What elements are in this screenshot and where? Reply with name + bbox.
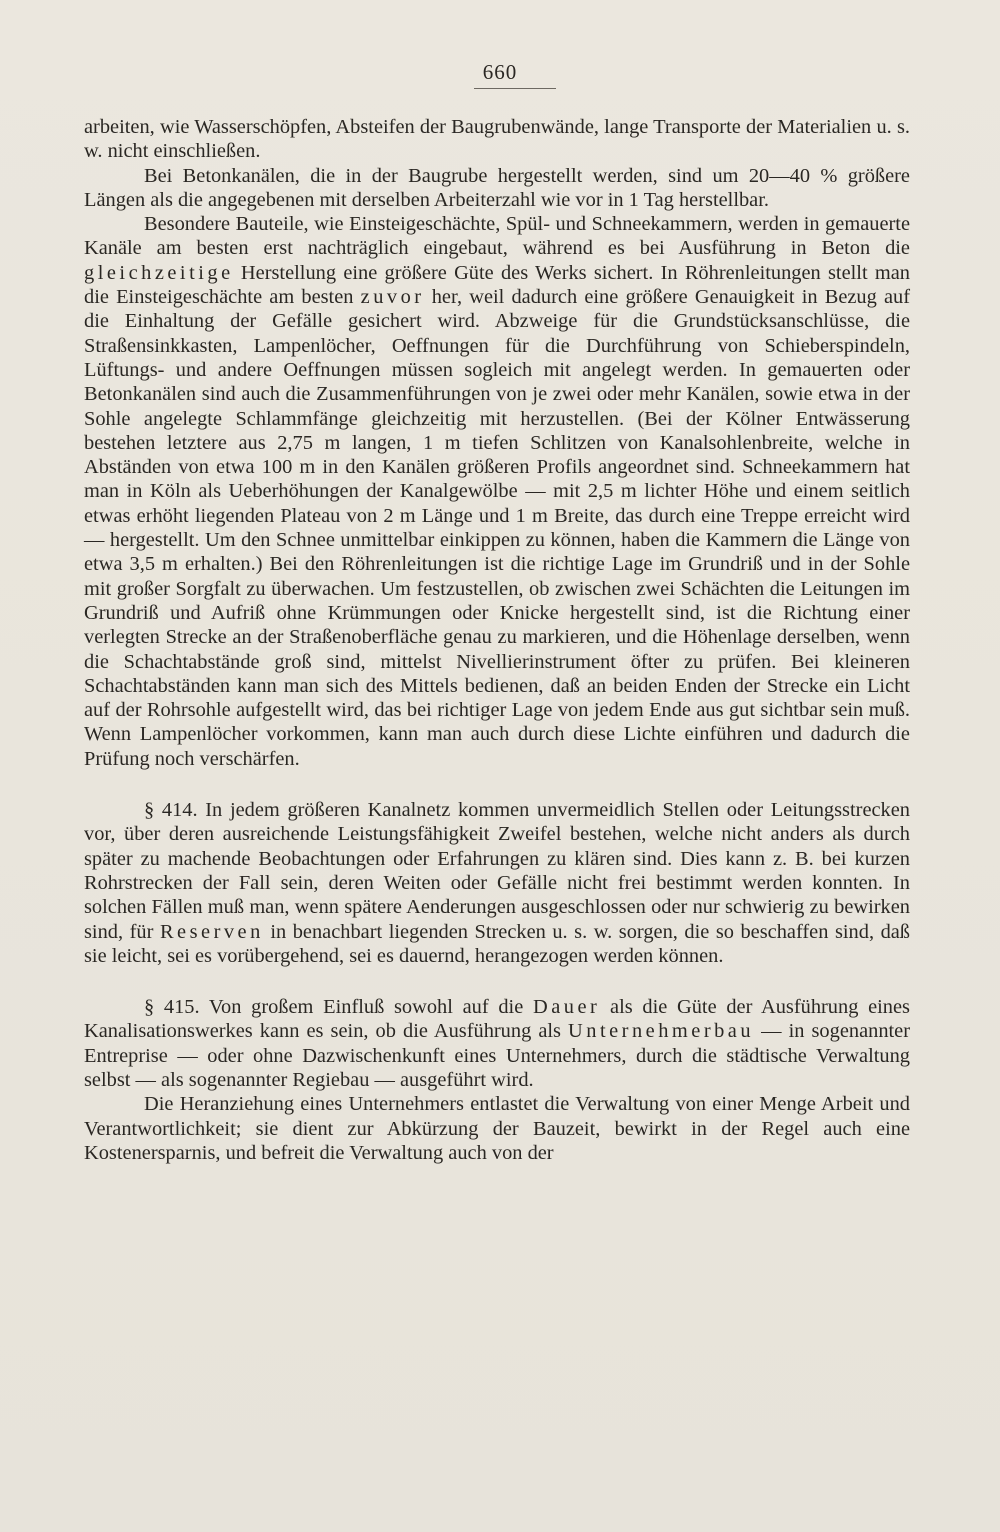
text-run: — in sogenannter Entreprise — oder ohne Dazwischenkunft eines Unternehmers, durch die städtische Verwaltung selbst — als sogenannter Regiebau — ausgeführt wird.: [84, 1020, 911, 1091]
emphasis-run: Reserven: [159, 920, 264, 943]
text-run: Die Heranziehung eines Unternehmers entlastet die Verwaltung von einer Menge Arbeit und Verantwortlichkeit; sie dient zur Abkürzung der Bauzeit, bewirkt in der Regel auch eine Kostenersparnis, und befreit die Verwaltung auch von der: [84, 1093, 910, 1164]
text-run: Besondere Bauteile, wie Einsteigeschächte, Spül- und Schneekammern, werden in gemauerte Kanäle am besten erst nachträglich eingebaut, während es bei Ausführung in Beton die: [84, 213, 910, 260]
section-gap: [84, 771, 910, 798]
text-run: Herstellung eine größere Güte des Werks sichert. In Röhrenleitungen stellt man die Einsteigeschächte am besten: [84, 261, 910, 309]
text-run: als die Güte der Ausführung eines Kanalisationswerkes kann es sein, ob die Ausführung als: [84, 996, 910, 1043]
text-run: arbeiten, wie Wasserschöpfen, Absteifen der Baugrubenwände, lange Transporte der Materialien u. s. w. nicht einschließen.: [84, 116, 910, 163]
page-number-rule: [474, 88, 556, 89]
emphasis-run: Dauer: [533, 996, 601, 1019]
body-text: [84, 115, 910, 1165]
text-run: her, weil dadurch eine größere Genauigkeit in Bezug auf die Einhaltung der Gefälle gesichert wird. Abzweige für die Grundstücksanschlüsse, die Straßensinkkasten, Lampenlöcher, Oeffnungen für die Durchführung von Schieberspindeln, Lüftungs- und andere Oeffnungen müssen sogleich mit angelegt werden. In gemauerten oder Betonkanälen sind auch die Zusammenführungen von je zwei oder mehr Kanälen, sowie etwa in der Sohle angelegte Schlammfänge gleichzeitig mit herzustellen. (Bei der Kölner Entwässerung bestehen letztere aus 2,75 m langen, 1 m tiefen Schlitzen von Kanalsohlenbreite, welche in Abständen von etwa 100 m in den Kanälen größeren Profils angeordnet sind. Schneekammern hat man in Köln als Ueberhöhungen der Kanalgewölbe — mit 2,5 m lichter Höhe und einem seitlich etwas erhöht liegenden Plateau von 2 m Länge und 1 m Breite, das durch eine Treppe erreicht wird — hergestellt. Um den Schnee unmittelbar einkippen zu können, haben die Kammern die Länge von etwa 3,5 m erhalten.) Bei den Röhrenleitungen ist die richtige Lage im Grundriß und in der Sohle mit großer Sorgfalt zu überwachen. Um festzustellen, ob zwischen zwei Schächten die Leitungen im Grundriß und Aufriß ohne Krümmungen oder Knicke hergestellt sind, ist die Richtung einer verlegten Strecke an der Straßenoberfläche genau zu markieren, und die Höhenlage derselben, wenn die Schachtabstände groß sind, mittelst Nivellierinstrument öfter zu prüfen. Bei kleineren Schachtabständen kann man sich des Mittels bedienen, daß an beiden Enden der Strecke ein Licht auf der Rohrsohle aufgestellt wird, das bei richtiger Lage von jedem Ende aus gut sichtbar sein muß. Wenn Lampenlöcher vorkommen, kann man auch durch diese Lichte einführen und dadurch die Prüfung noch verschärfen.: [84, 286, 911, 770]
text-run: in benachbart liegenden Strecken u. s. w. sorgen, die so beschaffen sind, daß sie leicht, sei es vorübergehend, sei es dauernd, herangezogen werden können.: [84, 920, 911, 967]
emphasis-run: zuvor: [360, 286, 425, 309]
page-number: 660: [482, 60, 518, 84]
emphasis-run: Unternehmerbau: [568, 1020, 755, 1043]
paragraph-2: [84, 164, 910, 213]
paragraph-1: [84, 115, 910, 164]
section-gap: [84, 968, 910, 995]
paragraph-3: [84, 212, 910, 771]
section-414: [84, 798, 910, 968]
section-415: [84, 995, 910, 1092]
paragraph-6: [84, 1092, 910, 1165]
text-run: § 415. Von großem Einfluß sowohl auf die: [144, 996, 533, 1019]
emphasis-run: gleichzeitige: [84, 261, 234, 284]
text-run: Bei Betonkanälen, die in der Baugrube hergestellt werden, sind um 20—40 % größere Längen als die angegebenen mit derselben Arbeiterzahl wie vor in 1 Tag herstellbar.: [84, 164, 910, 211]
text-run: § 414. In jedem größeren Kanalnetz kommen unvermeidlich Stellen oder Leitungsstrecken vor, über deren ausreichende Leistungsfähigkeit Zweifel bestehen, welche nicht anders als durch später zu machende Beobachtungen oder Erfahrungen zu klären sind. Dies kann z. B. bei kurzen Rohrstrecken der Fall sein, deren Weiten oder Gefälle nicht frei bestimmt werden konnten. In solchen Fällen muß man, wenn spätere Aenderungen ausgeschlossen oder nur schwierig zu bewirken sind, für: [84, 799, 910, 943]
